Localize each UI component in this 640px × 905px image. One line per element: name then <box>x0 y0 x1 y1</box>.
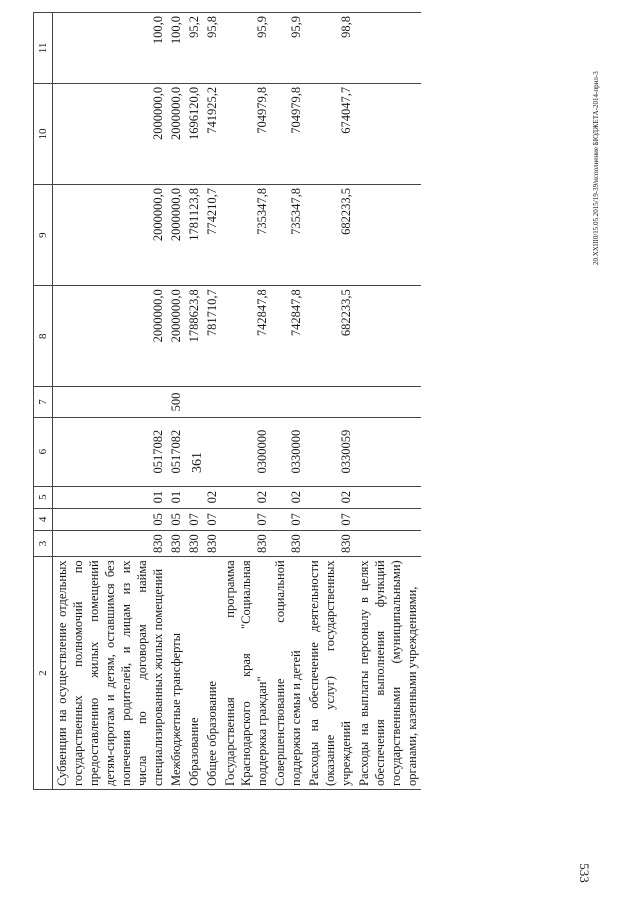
page-number: 361 <box>190 452 205 473</box>
table-row <box>203 13 221 790</box>
cell-c4: 07 <box>203 508 221 530</box>
table-row <box>355 13 421 790</box>
cell-c10: 704979,8 <box>221 83 271 184</box>
cell-c11: 95,2 <box>185 13 203 84</box>
cell-c8: 781710,7 <box>203 286 221 387</box>
cell-c9 <box>355 185 421 286</box>
cell-c7 <box>221 387 271 417</box>
cell-c7 <box>53 387 168 417</box>
cell-c5: 02 <box>305 486 355 508</box>
cell-c9: 682233,5 <box>305 185 355 286</box>
cell-c6: 0330059 <box>305 417 355 486</box>
cell-c11: 95,9 <box>221 13 271 84</box>
cell-c9: 774210,7 <box>203 185 221 286</box>
cell-c4: 07 <box>185 508 203 530</box>
header-row <box>34 13 53 790</box>
cell-c11: 95,9 <box>271 13 305 84</box>
cell-c10: 704979,8 <box>271 83 305 184</box>
cell-c3: 830 <box>305 531 355 557</box>
header-cell: 11 <box>34 13 53 84</box>
row-name: Субвенции на осуществление отдельных государственных полномочий по предоставлению жилых помещений детям-сиротам и детям, оставшимся без попечения родителей, и лицам из их числа по договорам найма специализированных жилых помещений <box>53 557 168 790</box>
cell-c7 <box>355 387 421 417</box>
row-name: Общее образование <box>203 557 221 790</box>
header-cell: 3 <box>34 531 53 557</box>
header-cell: 10 <box>34 83 53 184</box>
cell-c3 <box>355 531 421 557</box>
cell-c10: 1696120,0 <box>185 83 203 184</box>
cell-c8: 742847,8 <box>221 286 271 387</box>
cell-c6: 0517082 <box>167 417 185 486</box>
row-name: Государственная программа Краснодарского края "Социальная поддержка граждан" <box>221 557 271 790</box>
cell-c6 <box>185 417 203 486</box>
cell-c10: 741925,2 <box>203 83 221 184</box>
cell-c4: 07 <box>221 508 271 530</box>
table-row <box>185 13 203 790</box>
row-name: Образование <box>185 557 203 790</box>
cell-c3: 830 <box>271 531 305 557</box>
cell-c11: 100,0 <box>167 13 185 84</box>
cell-c3: 830 <box>185 531 203 557</box>
cell-c11: 100,0 <box>53 13 168 84</box>
row-name: Межбюджетные трансферты <box>167 557 185 790</box>
header-cell: 8 <box>34 286 53 387</box>
cell-c7 <box>271 387 305 417</box>
table-row <box>221 13 271 790</box>
cell-c10 <box>355 83 421 184</box>
cell-c11: 95,8 <box>203 13 221 84</box>
folio-number: 533 <box>576 863 592 883</box>
cell-c6 <box>355 417 421 486</box>
cell-c11: 98,8 <box>305 13 355 84</box>
cell-c5: 01 <box>167 486 185 508</box>
row-name: Совершенствование социальной поддержки семьи и детей <box>271 557 305 790</box>
cell-c4: 07 <box>271 508 305 530</box>
cell-c10: 674047,7 <box>305 83 355 184</box>
cell-c6: 0300000 <box>221 417 271 486</box>
cell-c9: 735347,8 <box>271 185 305 286</box>
footer-file-path: 20.XXIII0/15.05.2015/19-39/исполнение БЮДЖЕТА-2014-прил-3 <box>592 71 600 265</box>
cell-c5 <box>355 486 421 508</box>
row-name: Расходы на обеспечение деятельности (оказание услуг) государственных учреждений <box>305 557 355 790</box>
header-cell: 4 <box>34 508 53 530</box>
cell-c3: 830 <box>167 531 185 557</box>
cell-c10: 2000000,0 <box>167 83 185 184</box>
cell-c5: 02 <box>203 486 221 508</box>
cell-c8: 1788623,8 <box>185 286 203 387</box>
cell-c7: 500 <box>167 387 185 417</box>
cell-c9: 735347,8 <box>221 185 271 286</box>
cell-c4 <box>355 508 421 530</box>
cell-c5: 02 <box>271 486 305 508</box>
cell-c9: 1781123,8 <box>185 185 203 286</box>
cell-c8: 682233,5 <box>305 286 355 387</box>
cell-c3: 830 <box>53 531 168 557</box>
cell-c5 <box>185 486 203 508</box>
cell-c9: 2000000,0 <box>167 185 185 286</box>
table-row <box>167 13 185 790</box>
cell-c3: 830 <box>203 531 221 557</box>
cell-c6: 0330000 <box>271 417 305 486</box>
cell-c4: 05 <box>167 508 185 530</box>
cell-c8 <box>355 286 421 387</box>
budget-table <box>33 12 421 790</box>
cell-c3: 830 <box>221 531 271 557</box>
header-cell: 9 <box>34 185 53 286</box>
cell-c8: 2000000,0 <box>53 286 168 387</box>
header-cell: 7 <box>34 387 53 417</box>
cell-c8: 742847,8 <box>271 286 305 387</box>
cell-c6 <box>203 417 221 486</box>
cell-c7 <box>185 387 203 417</box>
cell-c8: 2000000,0 <box>167 286 185 387</box>
cell-c7 <box>203 387 221 417</box>
table-row <box>305 13 355 790</box>
cell-c11 <box>355 13 421 84</box>
header-cell: 5 <box>34 486 53 508</box>
cell-c9: 2000000,0 <box>53 185 168 286</box>
row-name: Расходы на выплаты персоналу в целях обеспечения выполнения функций государственными (муниципальными) органами, казенными учреждениями, <box>355 557 421 790</box>
cell-c6: 0517082 <box>53 417 168 486</box>
cell-c4: 05 <box>53 508 168 530</box>
cell-c7 <box>305 387 355 417</box>
cell-c4: 07 <box>305 508 355 530</box>
table-row <box>53 13 168 790</box>
cell-c5: 01 <box>53 486 168 508</box>
cell-c5: 02 <box>221 486 271 508</box>
header-cell: 2 <box>34 557 53 790</box>
header-cell: 6 <box>34 417 53 486</box>
cell-c10: 2000000,0 <box>53 83 168 184</box>
table-row <box>271 13 305 790</box>
